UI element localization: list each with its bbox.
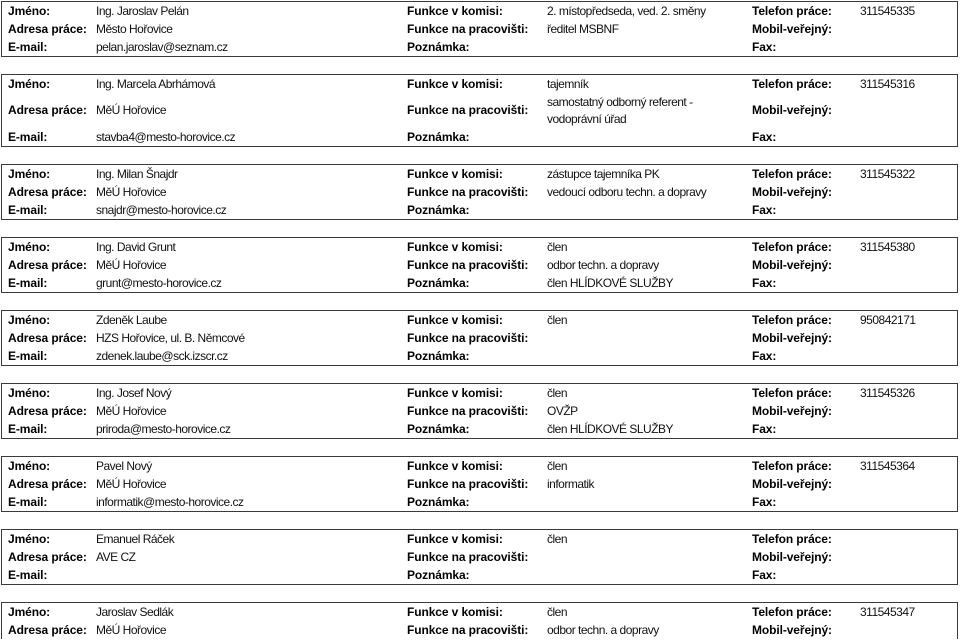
name-value: Ing. Jaroslav Pelán bbox=[96, 3, 189, 18]
work-address-value: MěÚ Hořovice bbox=[96, 403, 167, 418]
committee-role-label: Funkce v komisi: bbox=[407, 385, 503, 400]
work-phone-label: Telefon práce: bbox=[752, 385, 832, 400]
fax-value bbox=[860, 47, 957, 48]
name-label: Jméno: bbox=[8, 458, 51, 473]
note-value: člen HLÍDKOVÉ SLUŽBY bbox=[547, 421, 674, 436]
work-address-value: MěÚ Hořovice bbox=[96, 103, 167, 117]
name-value: Emanuel Ráček bbox=[96, 531, 175, 546]
fax-label: Fax: bbox=[752, 39, 777, 54]
name-value: Ing. Josef Nový bbox=[96, 385, 172, 400]
committee-role-value: člen bbox=[547, 239, 568, 254]
work-address-value: MěÚ Hořovice bbox=[96, 184, 167, 199]
work-address-label: Adresa práce: bbox=[8, 103, 87, 117]
email-value: informatik@mesto-horovice.cz bbox=[96, 494, 244, 509]
committee-role-value: člen bbox=[547, 312, 568, 327]
work-phone-value: 311545316 bbox=[860, 76, 915, 91]
note-value bbox=[547, 502, 752, 503]
contact-card bbox=[1, 74, 958, 147]
job-title-value bbox=[547, 338, 752, 339]
note-label: Poznámka: bbox=[407, 567, 470, 582]
public-mobile-label: Mobil-veřejný: bbox=[752, 403, 832, 418]
work-address-label: Adresa práce: bbox=[8, 21, 87, 36]
email-value: priroda@mesto-horovice.cz bbox=[96, 421, 231, 436]
contact-card bbox=[1, 164, 958, 220]
name-label: Jméno: bbox=[8, 239, 51, 254]
email-value: stavba4@mesto-horovice.cz bbox=[96, 129, 236, 144]
name-label: Jméno: bbox=[8, 385, 51, 400]
committee-role-label: Funkce v komisi: bbox=[407, 166, 503, 181]
note-label: Poznámka: bbox=[407, 348, 470, 363]
email-value: zdenek.laube@sck.izscr.cz bbox=[96, 348, 228, 363]
job-title-label: Funkce na pracovišti: bbox=[407, 21, 529, 36]
note-label: Poznámka: bbox=[407, 421, 470, 436]
committee-role-value: tajemník bbox=[547, 76, 589, 91]
email-label: E-mail: bbox=[8, 421, 48, 436]
public-mobile-label: Mobil-veřejný: bbox=[752, 184, 832, 199]
name-value: Pavel Nový bbox=[96, 458, 152, 473]
note-value bbox=[547, 575, 752, 576]
work-phone-label: Telefon práce: bbox=[752, 166, 832, 181]
email-label: E-mail: bbox=[8, 39, 48, 54]
public-mobile-value bbox=[860, 192, 957, 193]
email-label: E-mail: bbox=[8, 348, 48, 363]
fax-value bbox=[860, 356, 957, 357]
public-mobile-label: Mobil-veřejný: bbox=[752, 330, 832, 345]
public-mobile-label: Mobil-veřejný: bbox=[752, 21, 832, 36]
committee-role-label: Funkce v komisi: bbox=[407, 531, 503, 546]
name-label: Jméno: bbox=[8, 312, 51, 327]
fax-label: Fax: bbox=[752, 567, 777, 582]
name-value: Zdeněk Laube bbox=[96, 312, 167, 327]
work-phone-value: 311545364 bbox=[860, 458, 915, 473]
note-value bbox=[547, 356, 752, 357]
public-mobile-label: Mobil-veřejný: bbox=[752, 257, 832, 272]
job-title-value: ředitel MSBNF bbox=[547, 21, 619, 36]
committee-role-value: člen bbox=[547, 531, 568, 546]
fax-value bbox=[860, 429, 957, 430]
work-phone-label: Telefon práce: bbox=[752, 3, 832, 18]
fax-label: Fax: bbox=[752, 275, 777, 290]
work-phone-label: Telefon práce: bbox=[752, 76, 832, 91]
fax-value bbox=[860, 575, 957, 576]
name-label: Jméno: bbox=[8, 531, 51, 546]
work-address-value: MěÚ Hořovice bbox=[96, 476, 167, 491]
email-value: grunt@mesto-horovice.cz bbox=[96, 275, 222, 290]
note-label: Poznámka: bbox=[407, 494, 470, 509]
work-phone-value: 311545347 bbox=[860, 604, 915, 619]
committee-role-label: Funkce v komisi: bbox=[407, 604, 503, 619]
committee-role-label: Funkce v komisi: bbox=[407, 312, 503, 327]
work-address-label: Adresa práce: bbox=[8, 476, 87, 491]
fax-label: Fax: bbox=[752, 202, 777, 217]
job-title-label: Funkce na pracovišti: bbox=[407, 184, 529, 199]
note-value bbox=[547, 47, 752, 48]
job-title-label: Funkce na pracovišti: bbox=[407, 103, 529, 117]
name-label: Jméno: bbox=[8, 76, 51, 91]
name-value: Jaroslav Sedlák bbox=[96, 604, 174, 619]
email-value bbox=[96, 575, 407, 576]
name-value: Ing. David Grunt bbox=[96, 239, 176, 254]
job-title-value bbox=[547, 557, 752, 558]
work-address-value: MěÚ Hořovice bbox=[96, 622, 167, 637]
fax-value bbox=[860, 137, 957, 138]
contact-card bbox=[1, 602, 958, 639]
name-label: Jméno: bbox=[8, 604, 51, 619]
public-mobile-value bbox=[860, 29, 957, 30]
fax-value bbox=[860, 283, 957, 284]
note-value: člen HLÍDKOVÉ SLUŽBY bbox=[547, 275, 674, 290]
public-mobile-label: Mobil-veřejný: bbox=[752, 103, 832, 117]
job-title-label: Funkce na pracovišti: bbox=[407, 476, 529, 491]
job-title-value: odbor techn. a dopravy bbox=[547, 257, 659, 272]
work-phone-label: Telefon práce: bbox=[752, 458, 832, 473]
public-mobile-value bbox=[860, 338, 957, 339]
job-title-value: odbor techn. a dopravy bbox=[547, 622, 659, 637]
public-mobile-value bbox=[860, 265, 957, 266]
work-address-value: MěÚ Hořovice bbox=[96, 257, 167, 272]
note-label: Poznámka: bbox=[407, 275, 470, 290]
work-phone-value: 311545322 bbox=[860, 166, 915, 181]
email-value: pelan.jaroslav@seznam.cz bbox=[96, 39, 228, 54]
note-label: Poznámka: bbox=[407, 129, 470, 144]
contact-card bbox=[1, 1, 958, 57]
work-address-value: HZS Hořovice, ul. B. Němcové bbox=[96, 330, 245, 345]
public-mobile-value bbox=[860, 411, 957, 412]
email-label: E-mail: bbox=[8, 275, 48, 290]
job-title-value: informatik bbox=[547, 476, 595, 491]
name-label: Jméno: bbox=[8, 3, 51, 18]
work-phone-label: Telefon práce: bbox=[752, 239, 832, 254]
email-label: E-mail: bbox=[8, 202, 48, 217]
work-address-label: Adresa práce: bbox=[8, 403, 87, 418]
job-title-label: Funkce na pracovišti: bbox=[407, 330, 529, 345]
name-value: Ing. Milan Šnajdr bbox=[96, 166, 178, 181]
work-address-label: Adresa práce: bbox=[8, 330, 87, 345]
public-mobile-value bbox=[860, 630, 957, 631]
committee-role-value: zástupce tajemníka PK bbox=[547, 166, 660, 181]
fax-value bbox=[860, 210, 957, 211]
job-title-label: Funkce na pracovišti: bbox=[407, 622, 529, 637]
note-value bbox=[547, 210, 752, 211]
public-mobile-value bbox=[860, 557, 957, 558]
work-address-label: Adresa práce: bbox=[8, 257, 87, 272]
work-phone-label: Telefon práce: bbox=[752, 531, 832, 546]
work-phone-label: Telefon práce: bbox=[752, 604, 832, 619]
committee-role-label: Funkce v komisi: bbox=[407, 76, 503, 91]
work-address-label: Adresa práce: bbox=[8, 549, 87, 564]
public-mobile-label: Mobil-veřejný: bbox=[752, 549, 832, 564]
work-phone-value: 311545380 bbox=[860, 239, 915, 254]
job-title-value: vedoucí odboru techn. a dopravy bbox=[547, 184, 707, 199]
job-title-value: OVŽP bbox=[547, 403, 578, 418]
work-phone-value: 950842171 bbox=[860, 312, 916, 327]
work-phone-value: 311545326 bbox=[860, 385, 915, 400]
job-title-label: Funkce na pracovišti: bbox=[407, 257, 529, 272]
job-title-label: Funkce na pracovišti: bbox=[407, 403, 529, 418]
note-label: Poznámka: bbox=[407, 39, 470, 54]
committee-role-value: člen bbox=[547, 385, 568, 400]
contact-card bbox=[1, 529, 958, 585]
contact-card bbox=[1, 383, 958, 439]
committee-role-value: člen bbox=[547, 604, 568, 619]
job-title-label: Funkce na pracovišti: bbox=[407, 549, 529, 564]
committee-role-value: 2. místopředseda, ved. 2. směny bbox=[547, 3, 706, 18]
contact-card bbox=[1, 456, 958, 512]
work-phone-value: 311545335 bbox=[860, 3, 915, 18]
work-address-value: AVE CZ bbox=[96, 549, 136, 564]
job-title-value: samostatný odborný referent - vodoprávní úřad bbox=[547, 94, 693, 126]
fax-label: Fax: bbox=[752, 421, 777, 436]
public-mobile-label: Mobil-veřejný: bbox=[752, 476, 832, 491]
committee-role-label: Funkce v komisi: bbox=[407, 458, 503, 473]
email-value: snajdr@mesto-horovice.cz bbox=[96, 202, 227, 217]
public-mobile-value bbox=[860, 484, 957, 485]
fax-label: Fax: bbox=[752, 129, 777, 144]
committee-role-label: Funkce v komisi: bbox=[407, 239, 503, 254]
contact-card bbox=[1, 237, 958, 293]
email-label: E-mail: bbox=[8, 567, 48, 582]
email-label: E-mail: bbox=[8, 494, 48, 509]
contact-card bbox=[1, 310, 958, 366]
fax-label: Fax: bbox=[752, 348, 777, 363]
work-phone-value bbox=[860, 539, 957, 540]
name-label: Jméno: bbox=[8, 166, 51, 181]
public-mobile-label: Mobil-veřejný: bbox=[752, 622, 832, 637]
work-address-label: Adresa práce: bbox=[8, 184, 87, 199]
note-label: Poznámka: bbox=[407, 202, 470, 217]
committee-role-value: člen bbox=[547, 458, 568, 473]
work-phone-label: Telefon práce: bbox=[752, 312, 832, 327]
work-address-value: Město Hořovice bbox=[96, 21, 173, 36]
public-mobile-value bbox=[860, 110, 957, 111]
fax-value bbox=[860, 502, 957, 503]
email-label: E-mail: bbox=[8, 129, 48, 144]
name-value: Ing. Marcela Abrhámová bbox=[96, 76, 216, 91]
committee-role-label: Funkce v komisi: bbox=[407, 3, 503, 18]
fax-label: Fax: bbox=[752, 494, 777, 509]
work-address-label: Adresa práce: bbox=[8, 622, 87, 637]
note-value bbox=[547, 137, 752, 138]
